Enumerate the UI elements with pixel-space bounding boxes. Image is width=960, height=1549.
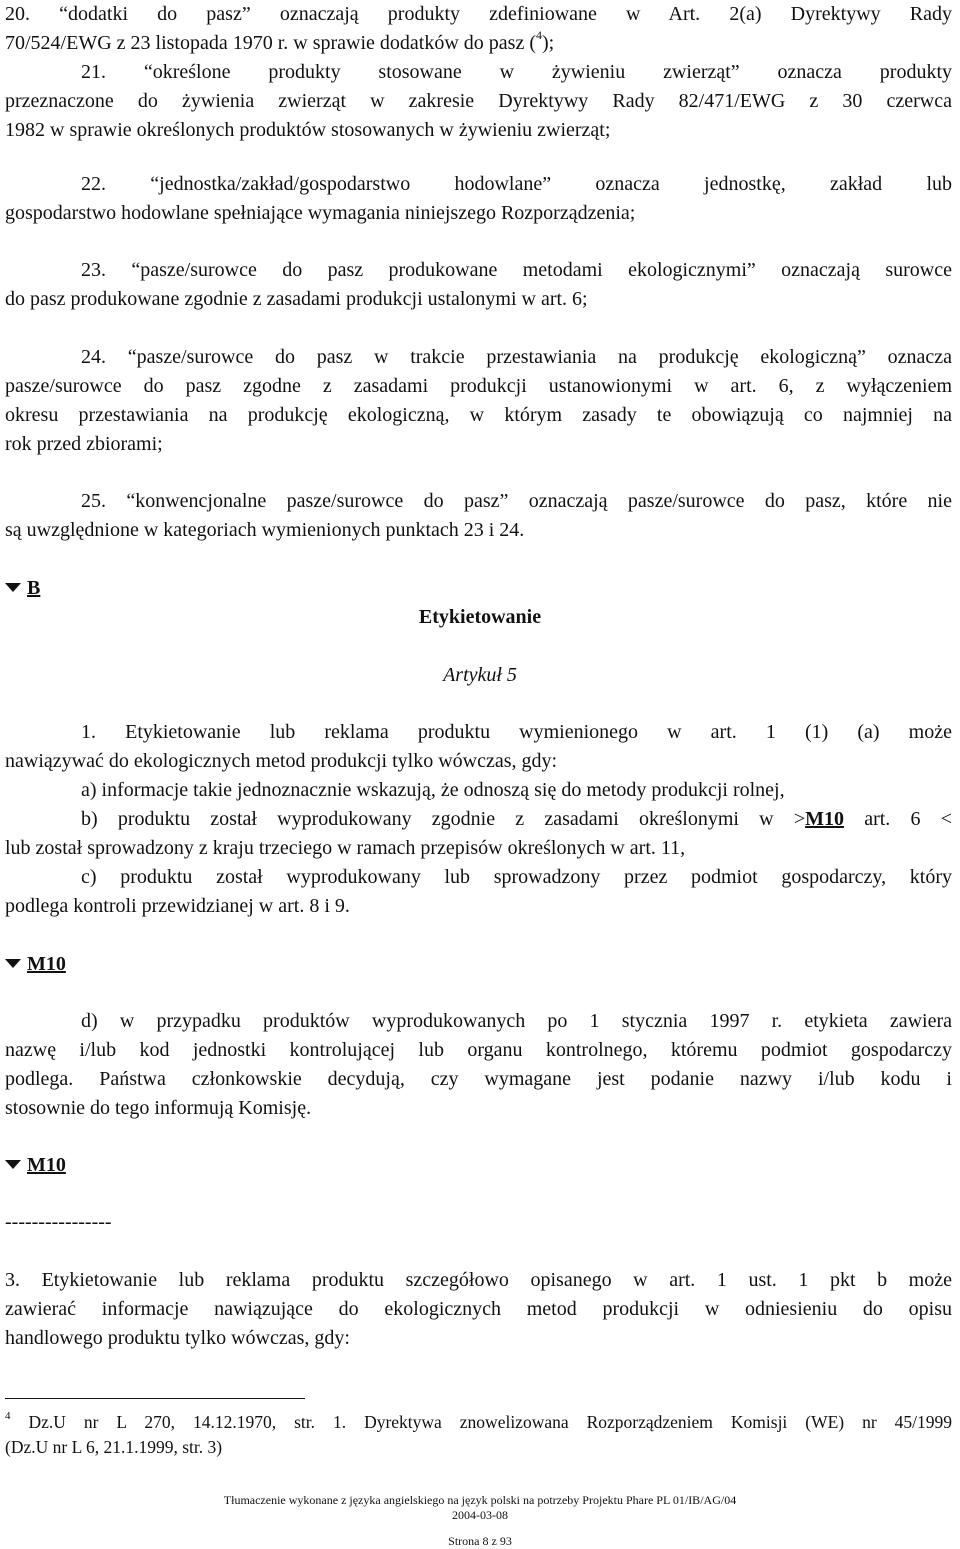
footnote-ref-4[interactable]: 4	[536, 28, 543, 43]
definition-24-line-2: pasze/surowce do pasz zgodne z zasadami produkcji ustanowionymi w art. 6, z wyłączeniem	[5, 375, 952, 397]
item-c-line-2: podlega kontroli przewidzianej w art. 8 i 9.	[5, 895, 350, 917]
definition-25	[5, 487, 952, 545]
amendment-marker-m10-second[interactable]: M10	[5, 1151, 66, 1180]
definition-24-line-3: okresu przestawiania na produkcję ekologiczną, w którym zasady te obowiązują co najmniej na	[5, 404, 952, 426]
paragraph-3	[5, 1266, 952, 1353]
item-c-line-1: c) produktu został wyprodukowany lub sprowadzony przez podmiot gospodarczy, który	[81, 866, 952, 888]
footnote-number: 4	[5, 1410, 11, 1423]
amendment-ref-m10[interactable]: M10	[805, 808, 844, 830]
paragraph-3-line-2: zawierać informacje nawiązujące do ekologicznych metod produkcji w odniesieniu do opisu	[5, 1298, 952, 1320]
omission-dashes: ----------------	[5, 1211, 112, 1233]
footnote-line-2: (Dz.U nr L 6, 21.1.1999, str. 3)	[5, 1437, 223, 1457]
paragraph-3-line-3: handlowego produktu tylko wówczas, gdy:	[5, 1327, 350, 1349]
paragraph-1	[5, 718, 952, 921]
definition-23-line-2: do pasz produkowane zgodnie z zasadami produkcji ustalonymi w art. 6;	[5, 288, 588, 310]
definition-20	[5, 0, 952, 58]
item-d-line-2: nazwę i/lub kod jednostki kontrolującej lub organu kontrolnego, któremu podmiot gospodarczy	[5, 1039, 952, 1061]
definition-21-line-3: 1982 w sprawie określonych produktów stosowanych w żywieniu zwierząt;	[5, 119, 611, 141]
triangle-down-icon	[5, 959, 21, 968]
footnote-4	[5, 1410, 952, 1460]
definition-22	[5, 170, 952, 228]
definition-23-line-1: 23. “pasze/surowce do pasz produkowane metodami ekologicznymi” oznaczają surowce	[81, 259, 952, 281]
definition-25-line-1: 25. “konwencjonalne pasze/surowce do pasz” oznaczają pasze/surowce do pasz, które nie	[81, 490, 952, 512]
definition-20-line-2: 70/524/EWG z 23 listopada 1970 r. w sprawie dodatków do pasz ($^4$);	[5, 28, 555, 54]
section-heading: Etykietowanie	[418, 606, 542, 628]
definition-24	[5, 343, 952, 459]
footer-page-number: Strona 8 z 93	[448, 1534, 512, 1548]
definition-21-line-1: 21. “określone produkty stosowane w żywieniu zwierząt” oznacza produkty	[81, 61, 952, 83]
footer-translation-note: Tłumaczenie wykonane z języka angielskiego na język polski na potrzeby Projektu Phare PL 01/IB/AG/04	[223, 1493, 737, 1507]
paragraph-1-line-1: 1. Etykietowanie lub reklama produktu wymienionego w art. 1 (1) (a) może	[81, 721, 952, 743]
article-title: Artykuł 5	[443, 664, 517, 686]
definition-24-line-1: 24. “pasze/surowce do pasz w trakcie przestawiania na produkcję ekologiczną” oznacza	[81, 346, 952, 368]
triangle-down-icon	[5, 1160, 21, 1169]
footnote-line-1: $^4$ Dz.U nr L 270, 14.12.1970, str. 1. Dyrektywa znowelizowana Rozporządzeniem Komisji (WE) nr 45/1999	[5, 1410, 952, 1432]
triangle-down-icon	[5, 583, 21, 592]
item-b-line-2: lub został sprowadzony z kraju trzeciego w ramach przepisów określonych w art. 11,	[5, 837, 686, 859]
definition-25-line-2: są uwzględnione w kategoriach wymienionych punktach 23 i 24.	[5, 519, 525, 541]
amendment-marker-b[interactable]: B	[5, 574, 40, 603]
definition-20-line-1: 20. “dodatki do pasz” oznaczają produkty zdefiniowane w Art. 2(a) Dyrektywy Rady	[5, 3, 952, 25]
item-b-line-1: b) produktu został wyprodukowany zgodnie z zasadami określonymi w >M10 art. 6 <	[81, 808, 952, 830]
definition-24-line-4: rok przed zbiorami;	[5, 433, 163, 455]
definition-22-line-2: gospodarstwo hodowlane spełniające wymagania niniejszego Rozporządzenia;	[5, 202, 636, 224]
footnote-separator	[5, 1398, 305, 1399]
definition-23	[5, 256, 952, 314]
amendment-marker-m10-first[interactable]: M10	[5, 950, 66, 979]
item-d-line-1: d) w przypadku produktów wyprodukowanych po 1 stycznia 1997 r. etykieta zawiera	[81, 1010, 952, 1032]
footer-date: 2004-03-08	[452, 1508, 508, 1522]
definition-21	[5, 58, 952, 145]
item-d	[5, 1007, 952, 1123]
item-a: a) informacje takie jednoznacznie wskazują, że odnoszą się do metody produkcji rolnej,	[81, 779, 785, 801]
paragraph-3-line-1: 3. Etykietowanie lub reklama produktu szczegółowo opisanego w art. 1 ust. 1 pkt b może	[5, 1269, 952, 1291]
definition-22-line-1: 22. “jednostka/zakład/gospodarstwo hodowlane” oznacza jednostkę, zakład lub	[81, 173, 952, 195]
paragraph-1-line-2: nawiązywać do ekologicznych metod produkcji tylko wówczas, gdy:	[5, 750, 558, 772]
item-d-line-4: stosownie do tego informują Komisję.	[5, 1097, 312, 1119]
definition-21-line-2: przeznaczone do żywienia zwierząt w zakresie Dyrektywy Rady 82/471/EWG z 30 czerwca	[5, 90, 952, 112]
item-d-line-3: podlega. Państwa członkowskie decydują, czy wymagane jest podanie nazwy i/lub kodu i	[5, 1068, 952, 1090]
